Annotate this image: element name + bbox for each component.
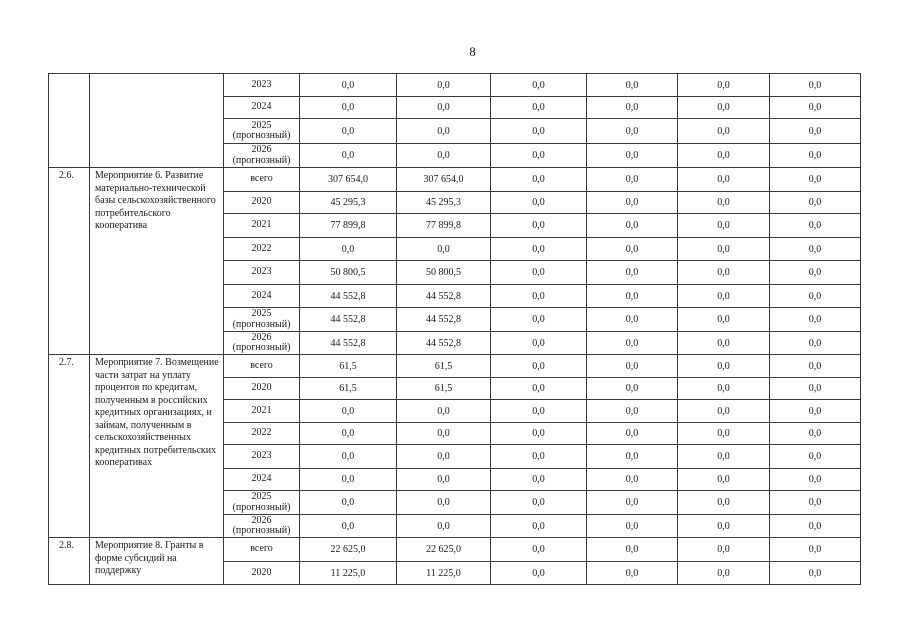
value-cell: 0,0 [587, 355, 678, 378]
value-cell: 0,0 [770, 469, 861, 491]
value-cell: 61,5 [397, 378, 491, 400]
value-cell: 0,0 [678, 144, 770, 168]
value-cell: 0,0 [397, 119, 491, 144]
year-cell: 2023 [224, 261, 300, 285]
value-cell: 0,0 [587, 562, 678, 585]
year-cell: 2021 [224, 214, 300, 238]
value-cell: 0,0 [300, 238, 397, 261]
value-cell: 0,0 [678, 74, 770, 97]
value-cell: 0,0 [491, 192, 587, 214]
year-cell: 2022 [224, 423, 300, 445]
value-cell: 61,5 [300, 378, 397, 400]
value-cell: 0,0 [397, 515, 491, 538]
value-cell: 0,0 [587, 144, 678, 168]
value-cell: 0,0 [587, 285, 678, 308]
table-row [49, 74, 861, 97]
value-cell: 0,0 [397, 238, 491, 261]
value-cell: 0,0 [587, 119, 678, 144]
value-cell: 0,0 [678, 515, 770, 538]
value-cell: 0,0 [770, 238, 861, 261]
value-cell: 0,0 [678, 355, 770, 378]
value-cell: 0,0 [770, 308, 861, 332]
value-cell: 0,0 [491, 400, 587, 423]
value-cell: 0,0 [770, 285, 861, 308]
year-cell: 2022 [224, 238, 300, 261]
value-cell: 0,0 [770, 168, 861, 192]
value-cell: 0,0 [587, 400, 678, 423]
item-title-cell [90, 74, 224, 168]
value-cell: 0,0 [770, 562, 861, 585]
item-number-cell: 2.7. [49, 355, 90, 538]
value-cell: 0,0 [491, 144, 587, 168]
value-cell: 0,0 [300, 144, 397, 168]
year-cell: 2023 [224, 445, 300, 469]
value-cell: 0,0 [491, 74, 587, 97]
value-cell: 0,0 [678, 119, 770, 144]
value-cell: 22 625,0 [300, 538, 397, 562]
value-cell: 0,0 [587, 97, 678, 119]
value-cell: 0,0 [587, 74, 678, 97]
value-cell: 0,0 [491, 491, 587, 515]
year-cell: 2024 [224, 97, 300, 119]
value-cell: 0,0 [491, 378, 587, 400]
value-cell: 45 295,3 [397, 192, 491, 214]
value-cell: 0,0 [587, 192, 678, 214]
value-cell: 0,0 [678, 491, 770, 515]
item-number-cell: 2.6. [49, 168, 90, 355]
value-cell: 61,5 [300, 355, 397, 378]
table-row [49, 168, 861, 192]
value-cell: 0,0 [300, 74, 397, 97]
value-cell: 0,0 [678, 332, 770, 355]
year-cell: 2020 [224, 192, 300, 214]
value-cell: 0,0 [678, 97, 770, 119]
value-cell: 0,0 [770, 119, 861, 144]
item-number-cell [49, 74, 90, 168]
value-cell: 0,0 [397, 144, 491, 168]
value-cell: 0,0 [770, 74, 861, 97]
value-cell: 0,0 [491, 423, 587, 445]
year-cell: всего [224, 355, 300, 378]
value-cell: 0,0 [587, 378, 678, 400]
value-cell: 0,0 [491, 119, 587, 144]
year-cell: 2025 (прогнозный) [224, 491, 300, 515]
value-cell: 0,0 [770, 445, 861, 469]
year-cell: всего [224, 168, 300, 192]
item-title-cell: Мероприятие 6. Развитие материально-технической базы сельскохозяйственного потребительского кооператива [90, 168, 224, 355]
item-number-cell: 2.8. [49, 538, 90, 585]
value-cell: 0,0 [770, 491, 861, 515]
value-cell: 0,0 [587, 238, 678, 261]
value-cell: 77 899,8 [300, 214, 397, 238]
value-cell: 44 552,8 [397, 308, 491, 332]
year-cell: 2026 (прогнозный) [224, 515, 300, 538]
value-cell: 0,0 [587, 168, 678, 192]
page-number: 8 [469, 44, 476, 59]
value-cell: 0,0 [397, 491, 491, 515]
value-cell: 0,0 [491, 261, 587, 285]
value-cell: 0,0 [587, 332, 678, 355]
year-cell: 2023 [224, 74, 300, 97]
value-cell: 61,5 [397, 355, 491, 378]
year-cell: 2024 [224, 469, 300, 491]
value-cell: 0,0 [491, 445, 587, 469]
item-title-cell: Мероприятие 7. Возмещение части затрат на уплату процентов по кредитам, полученным в российских кредитных организациях, и займам, полученным в сельскохозяйственных кредитных потребительских кооперативах [90, 355, 224, 538]
value-cell: 0,0 [770, 400, 861, 423]
value-cell: 0,0 [678, 285, 770, 308]
year-cell: 2024 [224, 285, 300, 308]
value-cell: 0,0 [397, 400, 491, 423]
year-cell: 2020 [224, 378, 300, 400]
value-cell: 0,0 [678, 168, 770, 192]
value-cell: 44 552,8 [300, 332, 397, 355]
value-cell: 0,0 [300, 491, 397, 515]
value-cell: 0,0 [491, 515, 587, 538]
year-cell: 2020 [224, 562, 300, 585]
value-cell: 0,0 [491, 214, 587, 238]
value-cell: 0,0 [678, 192, 770, 214]
value-cell: 44 552,8 [397, 285, 491, 308]
value-cell: 11 225,0 [300, 562, 397, 585]
value-cell: 0,0 [678, 562, 770, 585]
value-cell: 0,0 [300, 445, 397, 469]
value-cell: 0,0 [491, 285, 587, 308]
value-cell: 0,0 [770, 144, 861, 168]
value-cell: 44 552,8 [300, 308, 397, 332]
value-cell: 0,0 [678, 538, 770, 562]
value-cell: 0,0 [587, 538, 678, 562]
value-cell: 0,0 [300, 469, 397, 491]
value-cell: 0,0 [300, 515, 397, 538]
value-cell: 0,0 [491, 355, 587, 378]
value-cell: 0,0 [770, 97, 861, 119]
value-cell: 0,0 [770, 538, 861, 562]
value-cell: 0,0 [397, 74, 491, 97]
value-cell: 0,0 [587, 261, 678, 285]
value-cell: 0,0 [491, 538, 587, 562]
value-cell: 0,0 [587, 469, 678, 491]
year-cell: 2026 (прогнозный) [224, 144, 300, 168]
item-title-cell: Мероприятие 8. Гранты в форме субсидий на поддержку [90, 538, 224, 585]
value-cell: 307 654,0 [397, 168, 491, 192]
value-cell: 0,0 [770, 192, 861, 214]
value-cell: 0,0 [587, 445, 678, 469]
value-cell: 0,0 [770, 214, 861, 238]
value-cell: 45 295,3 [300, 192, 397, 214]
year-cell: 2025 (прогнозный) [224, 308, 300, 332]
value-cell: 0,0 [491, 332, 587, 355]
value-cell: 0,0 [770, 423, 861, 445]
value-cell: 0,0 [491, 97, 587, 119]
value-cell: 0,0 [491, 238, 587, 261]
value-cell: 50 800,5 [397, 261, 491, 285]
value-cell: 0,0 [770, 355, 861, 378]
year-cell: 2021 [224, 400, 300, 423]
value-cell: 22 625,0 [397, 538, 491, 562]
value-cell: 0,0 [678, 261, 770, 285]
value-cell: 0,0 [678, 238, 770, 261]
value-cell: 0,0 [770, 378, 861, 400]
value-cell: 0,0 [300, 400, 397, 423]
value-cell: 307 654,0 [300, 168, 397, 192]
value-cell: 0,0 [491, 562, 587, 585]
value-cell: 0,0 [678, 445, 770, 469]
value-cell: 0,0 [300, 119, 397, 144]
value-cell: 0,0 [678, 214, 770, 238]
value-cell: 0,0 [397, 423, 491, 445]
value-cell: 44 552,8 [300, 285, 397, 308]
value-cell: 0,0 [678, 400, 770, 423]
value-cell: 0,0 [397, 445, 491, 469]
value-cell: 0,0 [300, 97, 397, 119]
value-cell: 0,0 [770, 261, 861, 285]
year-cell: 2025 (прогнозный) [224, 119, 300, 144]
value-cell: 0,0 [587, 214, 678, 238]
budget-table [48, 73, 861, 585]
value-cell: 0,0 [678, 469, 770, 491]
value-cell: 0,0 [587, 491, 678, 515]
value-cell: 50 800,5 [300, 261, 397, 285]
value-cell: 0,0 [587, 423, 678, 445]
value-cell: 77 899,8 [397, 214, 491, 238]
value-cell: 0,0 [770, 515, 861, 538]
value-cell: 0,0 [397, 469, 491, 491]
value-cell: 0,0 [587, 515, 678, 538]
value-cell: 0,0 [587, 308, 678, 332]
value-cell: 0,0 [491, 308, 587, 332]
value-cell: 0,0 [678, 308, 770, 332]
value-cell: 11 225,0 [397, 562, 491, 585]
value-cell: 0,0 [491, 469, 587, 491]
value-cell: 0,0 [678, 423, 770, 445]
value-cell: 0,0 [678, 378, 770, 400]
value-cell: 0,0 [491, 168, 587, 192]
value-cell: 44 552,8 [397, 332, 491, 355]
value-cell: 0,0 [300, 423, 397, 445]
year-cell: 2026 (прогнозный) [224, 332, 300, 355]
value-cell: 0,0 [397, 97, 491, 119]
value-cell: 0,0 [770, 332, 861, 355]
table-row [49, 355, 861, 378]
year-cell: всего [224, 538, 300, 562]
table-row [49, 538, 861, 562]
